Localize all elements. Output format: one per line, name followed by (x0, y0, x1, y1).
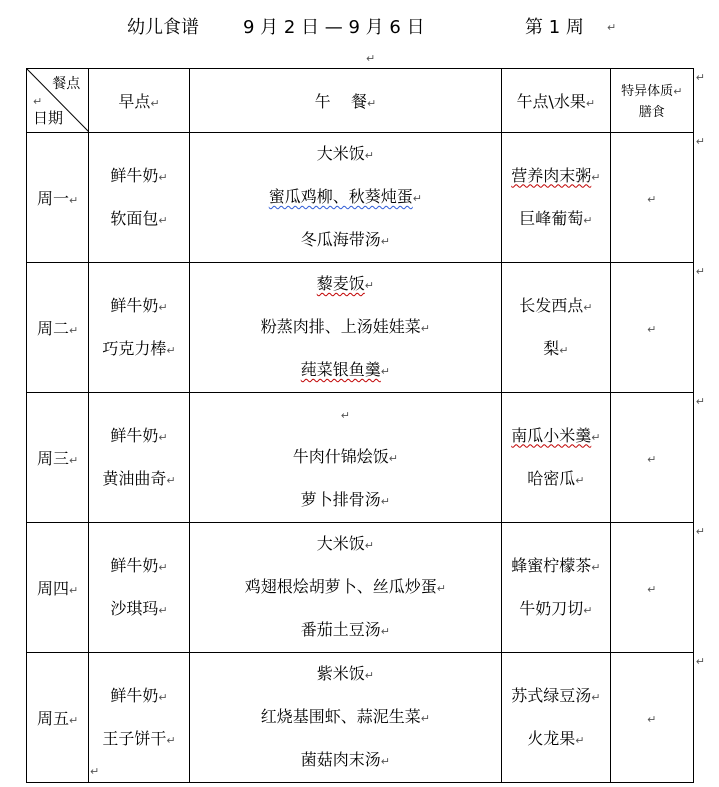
paragraph-mark-icon: ↵ (380, 365, 391, 378)
cell-text: 营养肉末粥 (511, 165, 592, 185)
table-row (27, 133, 694, 263)
corner-header-cell (27, 69, 89, 133)
paragraph-mark-icon: ↵ (364, 539, 375, 552)
paragraph-mark-icon: ↵ (150, 97, 160, 110)
paragraph-mark-icon: ↵ (364, 279, 375, 292)
paragraph-mark-icon: ↵ (591, 690, 601, 704)
day-cell (27, 263, 89, 393)
lunch-cell (189, 133, 501, 263)
cell-text: 周二 (37, 319, 70, 338)
cell-text: 周一 (37, 189, 70, 208)
cell-text: 冬瓜海带汤 (300, 230, 381, 249)
day-cell (27, 393, 89, 523)
cell-text: 特异体质 (621, 83, 674, 99)
paragraph-mark-icon: ↵ (591, 430, 601, 444)
cell-text: 蜂蜜柠檬茶 (511, 555, 592, 575)
cell-text: 火龙果 (527, 728, 576, 748)
cell-text: 巨峰葡萄 (519, 208, 584, 228)
breakfast-cell (89, 653, 189, 783)
day-cell (27, 523, 89, 653)
cell-text: 软面包 (110, 208, 159, 228)
special-diet-cell (610, 133, 705, 263)
paragraph-mark-icon: ↵ (380, 495, 391, 508)
paragraph-mark-icon: ↵ (673, 84, 683, 98)
paragraph-mark-icon: ↵ (585, 97, 596, 110)
paragraph-mark-icon: ↵ (559, 343, 569, 357)
lunch-cell (189, 263, 501, 393)
cell-text: 鲜牛奶 (110, 555, 159, 575)
cell-text: 长发西点 (519, 295, 584, 315)
cell-text: 番茄土豆汤 (300, 620, 381, 639)
paragraph-mark-icon: ↵ (158, 300, 168, 314)
paragraph-mark-icon: ↵ (166, 733, 176, 747)
paragraph-mark-icon: ↵ (158, 213, 168, 227)
cell-text: 菌菇肉末汤 (300, 750, 381, 769)
paragraph-mark-icon: ↵ (591, 560, 601, 574)
cell-text: 鲜牛奶 (110, 295, 159, 315)
lunch-cell (189, 393, 501, 523)
paragraph-mark-icon: ↵ (695, 135, 705, 148)
title-name: 幼儿食谱 (127, 17, 199, 38)
corner-label-date: 日期 (33, 109, 64, 127)
day-cell (27, 653, 89, 783)
breakfast-cell (89, 393, 189, 523)
paragraph-mark-icon: ↵ (158, 603, 168, 617)
paragraph-mark-icon: ↵ (69, 714, 79, 727)
paragraph-mark-icon: ↵ (366, 52, 376, 65)
cell-text: 大米饭 (316, 534, 365, 553)
cell-text: 鲜牛奶 (110, 685, 159, 705)
paragraph-mark-icon: ↵ (420, 712, 431, 725)
paragraph-mark-icon: ↵ (158, 170, 168, 184)
paragraph-mark-icon: ↵ (695, 525, 705, 538)
paragraph-mark-icon: ↵ (340, 409, 350, 422)
paragraph-mark-icon: ↵ (388, 452, 399, 465)
paragraph-mark-icon: ↵ (366, 97, 377, 110)
cell-text: 周三 (37, 449, 70, 468)
cell-text: 牛肉什锦烩饭 (292, 447, 389, 466)
cell-text: 苏式绿豆汤 (511, 685, 592, 705)
special-diet-cell (610, 653, 705, 783)
paragraph-mark-icon: ↵ (364, 669, 375, 682)
header-row (27, 69, 694, 133)
cell-text: 鲜牛奶 (110, 425, 159, 445)
paragraph-mark-icon: ↵ (647, 193, 657, 206)
paragraph-mark-icon: ↵ (607, 21, 617, 34)
cell-text: 南瓜小米羹 (511, 425, 592, 445)
paragraph-mark-icon: ↵ (69, 584, 79, 597)
paragraph-mark-icon: ↵ (380, 755, 391, 768)
paragraph-mark-icon: ↵ (412, 192, 423, 205)
menu-table (26, 68, 705, 783)
lunch-cell (189, 653, 501, 783)
paragraph-mark-icon: ↵ (647, 583, 657, 596)
paragraph-mark-icon: ↵ (158, 690, 168, 704)
paragraph-mark-icon: ↵ (575, 733, 585, 747)
snack-cell (502, 133, 610, 263)
cell-text: 周五 (37, 709, 70, 728)
paragraph-mark-icon: ↵ (583, 603, 593, 617)
paragraph-mark-icon: ↵ (695, 655, 705, 668)
paragraph-mark-icon: ↵ (695, 265, 705, 278)
paragraph-mark-icon: ↵ (575, 473, 585, 487)
header-lunch (189, 69, 501, 133)
cell-text: 粉蒸肉排、上汤娃娃菜 (260, 317, 421, 336)
paragraph-mark-icon: ↵ (420, 322, 431, 335)
document-title (0, 10, 719, 46)
paragraph-mark-icon: ↵ (436, 582, 447, 595)
table-row (27, 653, 694, 783)
paragraph-mark-icon: ↵ (591, 170, 601, 184)
cell-text: 沙琪玛 (110, 598, 159, 618)
cell-text: 红烧基围虾、蒜泥生菜 (260, 707, 421, 726)
cell-text: 紫米饭 (316, 664, 365, 683)
paragraph-mark-icon: ↵ (647, 323, 657, 336)
cell-text: 王子饼干 (102, 728, 167, 748)
title-week: 第 1 周 (525, 17, 584, 38)
cell-text: 哈密瓜 (527, 468, 576, 488)
special-diet-cell (610, 523, 705, 653)
cell-text: 梨 (543, 338, 560, 358)
paragraph-mark-icon: ↵ (380, 625, 391, 638)
paragraph-mark-icon: ↵ (380, 235, 391, 248)
cell-text: 午点\水果 (516, 92, 586, 111)
header-special-diet (610, 69, 705, 133)
table-row (27, 393, 694, 523)
special-diet-cell (610, 393, 705, 523)
paragraph-mark-icon: ↵ (695, 395, 705, 408)
cell-text: 牛奶刀切 (519, 598, 584, 618)
cell-text: 莼菜银鱼羹 (300, 360, 381, 379)
cell-text: 黄油曲奇 (102, 468, 167, 488)
cell-text: 大米饭 (316, 144, 365, 163)
paragraph-mark-icon: ↵ (647, 713, 657, 726)
cell-text: 萝卜排骨汤 (300, 490, 381, 509)
paragraph-mark-icon: ↵ (166, 343, 176, 357)
breakfast-cell (89, 263, 189, 393)
paragraph-mark-icon: ↵ (33, 95, 43, 108)
paragraph-mark-icon: ↵ (90, 765, 100, 778)
corner-label-meal: 餐点 (52, 76, 81, 92)
paragraph-mark-icon: ↵ (166, 473, 176, 487)
special-diet-cell (610, 263, 705, 393)
day-cell (27, 133, 89, 263)
header-snack (502, 69, 610, 133)
cell-text: 周四 (37, 579, 70, 598)
paragraph-mark-icon: ↵ (695, 71, 705, 84)
cell-text: 鲜牛奶 (110, 165, 159, 185)
cell-text: 鸡翅根烩胡萝卜、丝瓜炒蛋 (244, 577, 437, 596)
breakfast-cell (89, 133, 189, 263)
lunch-cell (189, 523, 501, 653)
cell-text: 蜜瓜鸡柳、秋葵炖蛋 (268, 187, 413, 206)
paragraph-mark-icon: ↵ (69, 194, 79, 207)
breakfast-cell (89, 523, 189, 653)
title-date-range: 9 月 2 日 — 9 月 6 日 (243, 17, 425, 38)
cell-text: 膳食 (638, 104, 665, 120)
paragraph-mark-icon: ↵ (158, 560, 168, 574)
snack-cell (502, 393, 610, 523)
table-row (27, 263, 694, 393)
paragraph-mark-icon: ↵ (583, 213, 593, 227)
cell-text: 巧克力棒 (102, 338, 167, 358)
paragraph-mark-icon: ↵ (647, 453, 657, 466)
paragraph-mark-icon: ↵ (158, 430, 168, 444)
header-breakfast (89, 69, 189, 133)
cell-text: 藜麦饭 (316, 274, 365, 293)
snack-cell (502, 523, 610, 653)
snack-cell (502, 263, 610, 393)
cell-text: 午 餐 (314, 92, 367, 111)
cell-text: 早点 (118, 92, 151, 111)
paragraph-mark-icon: ↵ (364, 149, 375, 162)
snack-cell (502, 653, 610, 783)
paragraph-mark-icon: ↵ (69, 324, 79, 337)
paragraph-mark-icon: ↵ (583, 300, 593, 314)
paragraph-mark-icon: ↵ (69, 454, 79, 467)
table-row (27, 523, 694, 653)
